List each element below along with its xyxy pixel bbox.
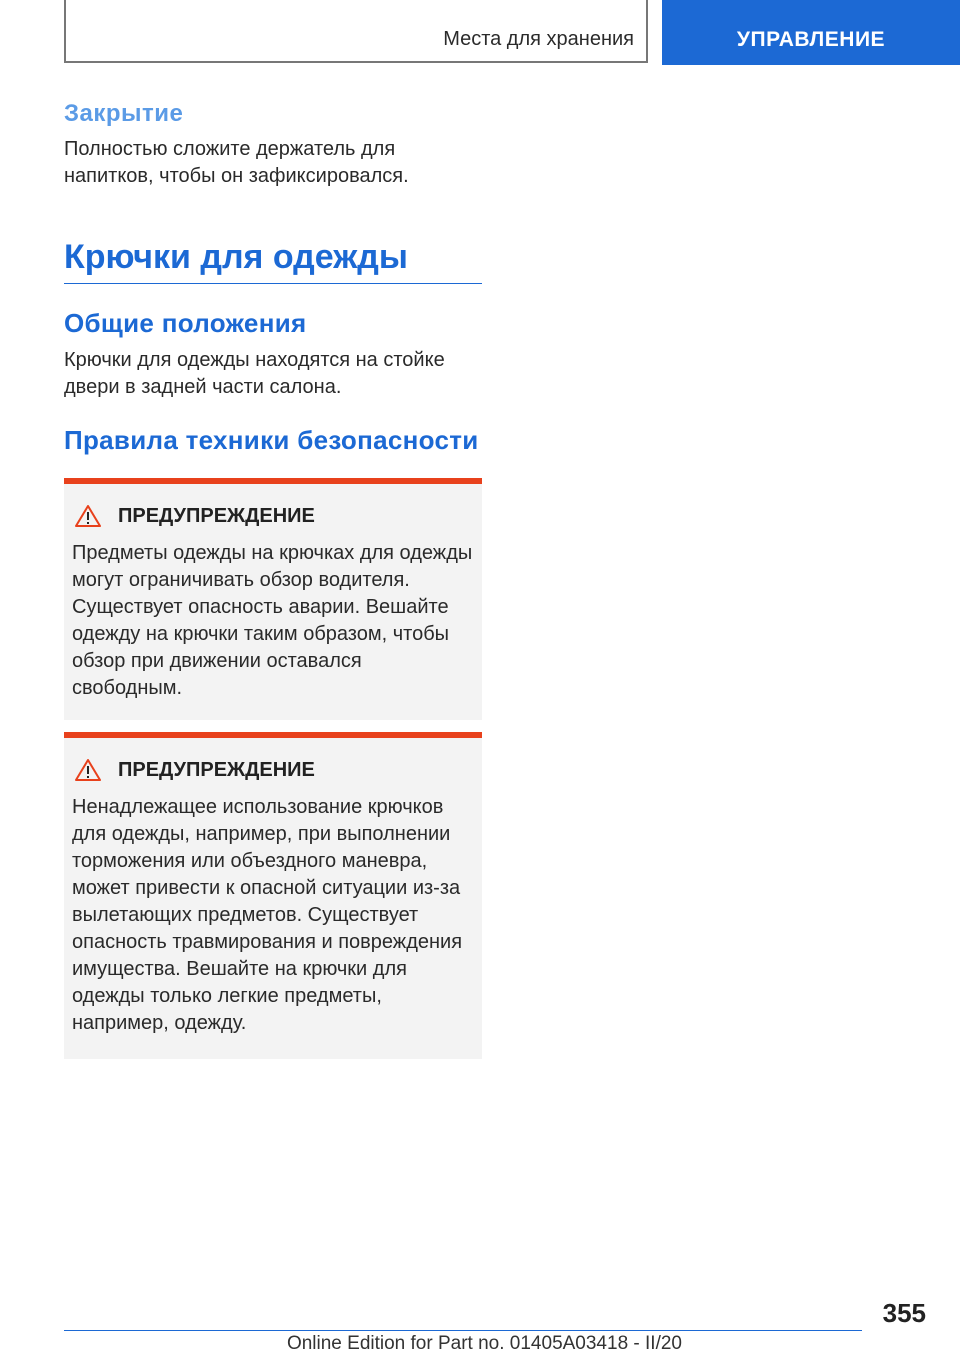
closing-text: Полностью сложите держатель для напитков, чтобы он зафиксировался. [64, 138, 409, 187]
warning-text: Предметы одежды на крючках для одежды могут ограничивать обзор водителя. Существует опасность аварии. Вешайте одежду на крючки таким образом, чтобы обзор при движении оставался свободным. [72, 542, 473, 699]
header-section-title: Места для хранения [443, 28, 634, 50]
general-text: Крючки для одежды находятся на стойке двери в задней части салона. [64, 349, 445, 398]
warning-header [72, 758, 474, 782]
closing-title: Закрытие [64, 100, 184, 127]
warning-text: Ненадлежащее использование крючков для одежды, например, при выполнении торможения или объездного маневра, может привести к опасной ситуации из-за вылетающих предметов. Существует опасность травмирования и повреждения имущества. Вешайте на крючки для одежды только легкие предметы, например, одежду. [72, 796, 463, 1034]
hooks-section-title: Крючки для одежды [64, 238, 482, 284]
safety-title: Правила техники безопасности [64, 425, 479, 455]
header-chapter-tab[interactable]: УПРАВЛЕНИЕ [662, 0, 960, 65]
warning-label: ПРЕДУПРЕЖДЕНИЕ [118, 758, 315, 781]
header-box [64, 0, 648, 63]
warning-triangle-icon [74, 504, 102, 528]
warning-box-2 [64, 732, 482, 1059]
warning-label: ПРЕДУПРЕЖДЕНИЕ [118, 504, 315, 527]
warning-header [72, 504, 474, 528]
edition-note: Online Edition for Part no. 01405A03418 - II/20 [286, 1333, 682, 1354]
warning-box-1 [64, 478, 482, 720]
main-content [64, 100, 482, 1059]
page-number: 355 [882, 1298, 926, 1328]
warning-triangle-icon [74, 758, 102, 782]
general-title: Общие положения [64, 308, 307, 338]
footer-divider [64, 1330, 862, 1331]
